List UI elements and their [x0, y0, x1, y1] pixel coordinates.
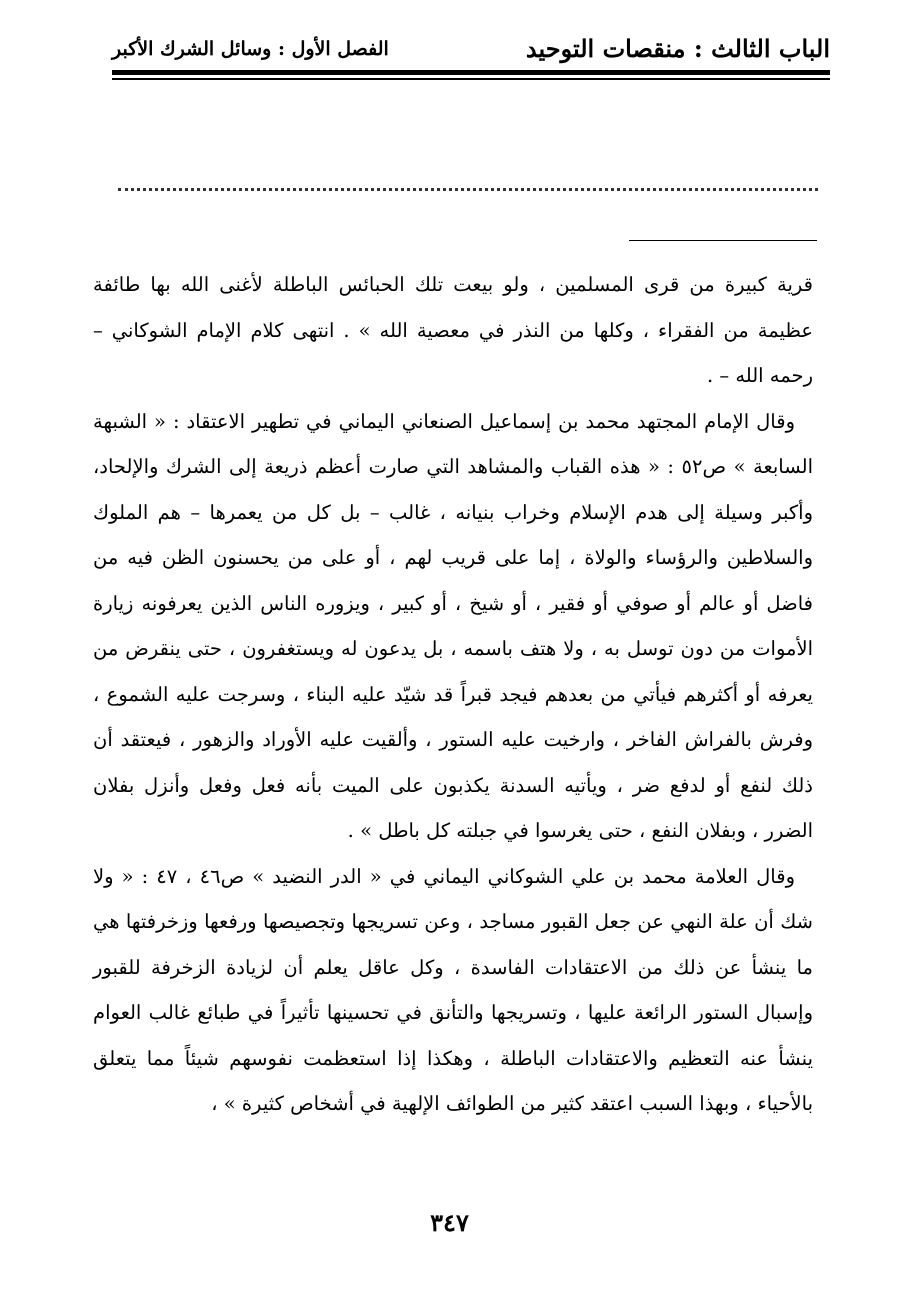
body-text: [93, 262, 813, 1127]
footnote-rule: [629, 240, 817, 241]
paragraph-sanani-quote: وقال الإمام المجتهد محمد بن إسماعيل الصنعاني اليماني في تطهير الاعتقاد : « الشبهة السابعة » ص٥٢ : « هذه القباب والمشاهد التي صارت أعظم ذريعة إلى الشرك والإلحاد، وأكبر وسيلة إلى هدم الإسلام وخراب بنيانه ، غالب – بل كل من يعمرها – هم الملوك والسلاطين والرؤساء والولاة ، إما على قريب لهم ، أو على من يحسنون الظن فيه من فاضل أو عالم أو صوفي أو فقير ، أو شيخ ، أو كبير ، ويزوره الناس الذين يعرفونه زيارة الأموات من دون توسل به ، ولا هتف باسمه ، بل يدعون له ويستغفرون ، حتى ينقرض من يعرفه أو أكثرهم فيأتي من بعدهم فيجد قبراً قد شيّد عليه البناء ، وسرجت عليه الشموع ، وفرش بالفراش الفاخر ، وارخيت عليه الستور ، وألقيت عليه الأوراد والزهور ، فيعتقد أن ذلك لنفع أو لدفع ضر ، ويأتيه السدنة يكذبون على الميت بأنه فعل وفعل وأنزل بفلان الضرر ، وبفلان النفع ، حتى يغرسوا في جبلته كل باطل » .: [93, 409, 814, 842]
paragraph-continuation: قرية كبيرة من قرى المسلمين ، ولو بيعت تلك الحبائس الباطلة لأغنى الله بها طائفة عظيمة من الفقراء ، وكلها من النذر في معصية الله » . انتهى كلام الإمام الشوكاني – رحمه الله – .: [93, 273, 813, 387]
dotted-separator: [118, 188, 818, 191]
running-header: [112, 28, 830, 68]
section-title: الفصل الأول : وسائل الشرك الأكبر: [112, 38, 389, 60]
chapter-title: الباب الثالث : منقصات التوحيد: [525, 34, 830, 63]
paragraph-shawkani-quote: وقال العلامة محمد بن علي الشوكاني اليماني في « الدر النضيد » ص٤٦ ، ٤٧ : « ولا شك أن علة النهي عن جعل القبور مساجد ، وعن تسريجها وتجصيصها ورفعها وزخرفتها هي ما ينشأ عن ذلك من الاعتقادات الفاسدة ، وكل عاقل يعلم أن لزيادة الزخرفة للقبور وإسبال الستور الرائعة عليها ، وتسريجها والتأنق في تحسينها تأثيراً في طبائع غالب العوام ينشأ عنه التعظيم والاعتقادات الباطلة ، وهكذا إذا استعظمت نفوسهم شيئاً مما يتعلق بالأحياء ، وبهذا السبب اعتقد كثير من الطوائف الإلهية في أشخاص كثيرة » ،: [93, 864, 813, 1115]
header-rule-thick: [112, 70, 830, 75]
header-rule-thin: [112, 78, 830, 80]
page-number: ٣٤٧: [430, 1208, 469, 1237]
